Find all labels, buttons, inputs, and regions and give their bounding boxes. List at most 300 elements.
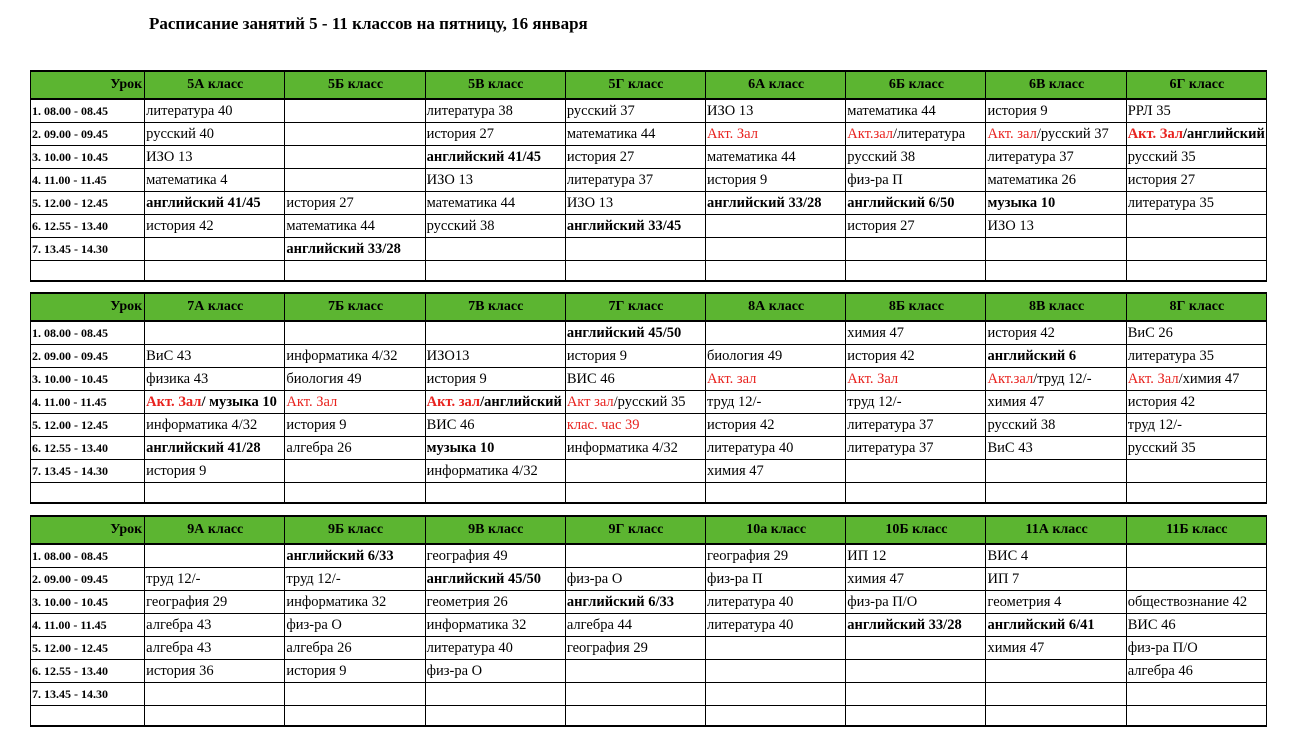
lesson-cell: [706, 169, 846, 192]
lesson-cell: [425, 169, 565, 192]
lesson-text: история 9: [146, 463, 207, 479]
lesson-text: физ-ра П: [707, 571, 763, 587]
header-class: 8Б класс: [846, 293, 986, 321]
lesson-text: ИЗО 13: [146, 149, 193, 165]
lesson-cell: [285, 368, 425, 391]
lesson-cell: [986, 238, 1126, 261]
lesson-cell: [706, 591, 846, 614]
header-class: 6В класс: [986, 71, 1126, 99]
lesson-cell: [565, 345, 705, 368]
lesson-text: химия 47: [987, 394, 1045, 410]
lesson-text: /литература: [893, 126, 966, 142]
empty-cell: [846, 261, 986, 281]
lesson-text: английский 41/45: [146, 195, 261, 211]
lesson-text: физика 43: [146, 371, 209, 387]
lesson-text: русский 40: [146, 126, 215, 142]
lesson-cell: [986, 123, 1126, 146]
lesson-text: труд 12/-: [1127, 417, 1182, 433]
lesson-cell: [145, 215, 285, 238]
lesson-cell: [425, 437, 565, 460]
lesson-text: информатика 32: [426, 617, 527, 633]
lesson-cell: [565, 568, 705, 591]
lesson-text: информатика 32: [286, 594, 387, 610]
lesson-cell: [846, 368, 986, 391]
lesson-text: русский 38: [426, 218, 495, 234]
lesson-text: русский 37: [566, 103, 635, 119]
lesson-text: литература 37: [847, 417, 934, 433]
lesson-text: история 27: [1127, 172, 1196, 188]
lesson-cell: [706, 568, 846, 591]
lesson-text: география 49: [426, 548, 508, 564]
lesson-cell: [565, 414, 705, 437]
lesson-cell: [706, 238, 846, 261]
lesson-text: Акт.зал: [987, 371, 1034, 387]
lesson-cell: [285, 99, 425, 123]
lesson-time: 3. 10.00 - 10.45: [31, 146, 145, 169]
lesson-time: 1. 08.00 - 08.45: [31, 321, 145, 345]
lesson-cell: [706, 321, 846, 345]
lesson-text: литература 40: [707, 617, 794, 633]
lesson-text: литература 40: [707, 594, 794, 610]
lesson-text: история 9: [286, 417, 347, 433]
lesson-text: история 27: [847, 218, 915, 234]
lesson-text: геометрия 4: [987, 594, 1062, 610]
lesson-cell: [706, 414, 846, 437]
table-row: [31, 460, 1267, 483]
lesson-text: ВиС 26: [1127, 325, 1173, 341]
lesson-cell: [1126, 437, 1266, 460]
table-row: [31, 215, 1267, 238]
lesson-cell: [425, 391, 565, 414]
lesson-text: обществознание 42: [1127, 594, 1248, 610]
lesson-cell: [1126, 215, 1266, 238]
lesson-cell: [706, 660, 846, 683]
header-lesson: Урок: [31, 71, 145, 99]
lesson-text: русский 35: [1127, 149, 1196, 165]
lesson-text: русский 38: [847, 149, 916, 165]
lesson-cell: [986, 414, 1126, 437]
lesson-time: 6. 12.55 - 13.40: [31, 437, 145, 460]
lesson-cell: [285, 568, 425, 591]
lesson-cell: [986, 591, 1126, 614]
lesson-cell: [1126, 391, 1266, 414]
empty-cell: [846, 483, 986, 503]
lesson-text: химия 47: [707, 463, 764, 479]
lesson-text: ВиС 43: [987, 440, 1033, 456]
lesson-cell: [425, 544, 565, 568]
table-row: [31, 437, 1267, 460]
lesson-time: 2. 09.00 - 09.45: [31, 568, 145, 591]
lesson-text: английский 6/33: [566, 594, 675, 610]
lesson-cell: [145, 614, 285, 637]
table-row-empty: [31, 483, 1267, 503]
lesson-text: математика 44: [426, 195, 516, 211]
lesson-text: Акт. Зал: [286, 394, 338, 410]
lesson-text: ИП 7: [987, 571, 1020, 587]
header-class: 5Г класс: [565, 71, 705, 99]
lesson-text: клас. час 39: [566, 417, 640, 433]
lesson-cell: [565, 215, 705, 238]
lesson-cell: [145, 660, 285, 683]
lesson-cell: [1126, 146, 1266, 169]
lesson-cell: [425, 368, 565, 391]
lesson-text: математика 44: [707, 149, 796, 165]
header-class: 7В класс: [425, 293, 565, 321]
lesson-text: физ-ра П: [847, 172, 903, 188]
header-class: 5Б класс: [285, 71, 425, 99]
lesson-cell: [285, 437, 425, 460]
lesson-cell: [145, 123, 285, 146]
empty-cell: [706, 261, 846, 281]
empty-cell: [31, 483, 145, 503]
lesson-time: 6. 12.55 - 13.40: [31, 660, 145, 683]
lesson-cell: [706, 683, 846, 706]
lesson-time: 3. 10.00 - 10.45: [31, 368, 145, 391]
lesson-text: математика 26: [987, 172, 1077, 188]
lesson-text: /труд 12/-: [1033, 371, 1092, 387]
lesson-text: информатика 4/32: [566, 440, 678, 456]
lesson-cell: [1126, 368, 1266, 391]
lesson-cell: [425, 614, 565, 637]
lesson-cell: [285, 215, 425, 238]
lesson-text: история 9: [987, 103, 1048, 119]
lesson-text: история 42: [847, 348, 915, 364]
lesson-text: ВИС 46: [426, 417, 475, 433]
lesson-time: 7. 13.45 - 14.30: [31, 683, 145, 706]
empty-cell: [706, 483, 846, 503]
lesson-cell: [846, 345, 986, 368]
lesson-text: физ-ра О: [566, 571, 623, 587]
lesson-text: ВИС 4: [987, 548, 1029, 564]
lesson-text: физ-ра П/О: [1127, 640, 1198, 656]
table-row: [31, 368, 1267, 391]
lesson-text: ИЗО 13: [566, 195, 614, 211]
lesson-text: английский 33/28: [847, 617, 962, 633]
empty-cell: [145, 706, 285, 726]
lesson-text: математика 44: [847, 103, 936, 119]
header-lesson: Урок: [31, 516, 145, 544]
lesson-cell: [1126, 591, 1266, 614]
empty-cell: [706, 706, 846, 726]
lesson-text: история 9: [566, 348, 627, 364]
lesson-cell: [145, 321, 285, 345]
lesson-cell: [846, 544, 986, 568]
header-class: 5А класс: [145, 71, 285, 99]
lesson-cell: [145, 591, 285, 614]
lesson-text: английский 33/45: [566, 218, 682, 234]
lesson-cell: [986, 614, 1126, 637]
lesson-cell: [145, 146, 285, 169]
lesson-text: труд 12/-: [707, 394, 762, 410]
lesson-text: информатика 4/32: [286, 348, 398, 364]
lesson-cell: [1126, 99, 1266, 123]
lesson-cell: [425, 591, 565, 614]
lesson-time: 5. 12.00 - 12.45: [31, 192, 145, 215]
empty-cell: [425, 706, 565, 726]
empty-cell: [145, 483, 285, 503]
lesson-cell: [986, 544, 1126, 568]
lesson-cell: [285, 169, 425, 192]
table-row: [31, 146, 1267, 169]
lesson-cell: [986, 215, 1126, 238]
lesson-cell: [145, 238, 285, 261]
lesson-text: история 9: [286, 663, 347, 679]
lesson-cell: [425, 123, 565, 146]
schedule-table-3: [30, 515, 1267, 727]
lesson-cell: [565, 238, 705, 261]
lesson-cell: [1126, 683, 1266, 706]
lesson-text: музыка 10: [426, 440, 495, 456]
lesson-text: физ-ра О: [286, 617, 342, 633]
lesson-cell: [846, 591, 986, 614]
lesson-cell: [1126, 544, 1266, 568]
empty-cell: [565, 706, 705, 726]
lesson-cell: [425, 660, 565, 683]
lesson-text: математика 44: [566, 126, 656, 142]
lesson-text: биология 49: [707, 348, 783, 364]
header-class: 8В класс: [986, 293, 1126, 321]
lesson-text: история 27: [566, 149, 635, 165]
lesson-cell: [986, 321, 1126, 345]
lesson-cell: [285, 192, 425, 215]
lesson-time: 1. 08.00 - 08.45: [31, 544, 145, 568]
table-row: [31, 591, 1267, 614]
lesson-text: ВИС 46: [1127, 617, 1176, 633]
lesson-cell: [145, 169, 285, 192]
lesson-cell: [285, 123, 425, 146]
lesson-text: русский 35: [1127, 440, 1196, 456]
header-class: 11Б класс: [1126, 516, 1266, 544]
lesson-text: химия 47: [987, 640, 1045, 656]
header-class: 8Г класс: [1126, 293, 1266, 321]
lesson-cell: [565, 368, 705, 391]
lesson-cell: [565, 99, 705, 123]
lesson-cell: [706, 123, 846, 146]
lesson-cell: [706, 614, 846, 637]
lesson-cell: [285, 146, 425, 169]
lesson-cell: [986, 460, 1126, 483]
lesson-text: Акт. Зал: [1127, 371, 1179, 387]
table-row-empty: [31, 706, 1267, 726]
lesson-cell: [425, 637, 565, 660]
lesson-cell: [145, 568, 285, 591]
lesson-cell: [285, 591, 425, 614]
empty-cell: [1126, 261, 1266, 281]
lesson-time: 4. 11.00 - 11.45: [31, 169, 145, 192]
lesson-cell: [145, 460, 285, 483]
lesson-cell: [846, 192, 986, 215]
lesson-cell: [285, 321, 425, 345]
table-row: [31, 192, 1267, 215]
lesson-cell: [565, 660, 705, 683]
lesson-text: физ-ра О: [426, 663, 483, 679]
lesson-text: химия 47: [847, 571, 905, 587]
lesson-cell: [706, 192, 846, 215]
lesson-text: английский 45/50: [426, 571, 542, 587]
empty-cell: [986, 706, 1126, 726]
table-row: [31, 614, 1267, 637]
table-row: [31, 169, 1267, 192]
lesson-text: /английский: [480, 394, 562, 410]
lesson-text: английский 33/28: [286, 241, 401, 257]
lesson-text: ИЗО13: [426, 348, 470, 364]
lesson-cell: [986, 368, 1126, 391]
table-row: [31, 568, 1267, 591]
header-class: 9А класс: [145, 516, 285, 544]
table-row: [31, 99, 1267, 123]
lesson-cell: [706, 437, 846, 460]
table-row: [31, 414, 1267, 437]
lesson-text: геометрия 26: [426, 594, 508, 610]
lesson-text: информатика 4/32: [146, 417, 258, 433]
empty-cell: [31, 261, 145, 281]
empty-cell: [565, 483, 705, 503]
lesson-cell: [425, 321, 565, 345]
lesson-cell: [846, 391, 986, 414]
lesson-cell: [846, 437, 986, 460]
lesson-cell: [285, 391, 425, 414]
lesson-text: труд 12/-: [146, 571, 201, 587]
lesson-cell: [565, 321, 705, 345]
lesson-time: 4. 11.00 - 11.45: [31, 391, 145, 414]
page-title: Расписание занятий 5 - 11 классов на пятницу, 16 января: [149, 14, 588, 33]
lesson-cell: [145, 414, 285, 437]
lesson-cell: [846, 215, 986, 238]
empty-cell: [1126, 706, 1266, 726]
lesson-text: литература 38: [426, 103, 513, 119]
lesson-text: английский 41/28: [146, 440, 261, 456]
lesson-cell: [1126, 321, 1266, 345]
lesson-cell: [145, 368, 285, 391]
empty-cell: [285, 261, 425, 281]
lesson-cell: [986, 345, 1126, 368]
lesson-text: английский 6: [987, 348, 1077, 364]
lesson-text: алгебра 26: [286, 440, 352, 456]
lesson-cell: [145, 683, 285, 706]
lesson-time: 2. 09.00 - 09.45: [31, 345, 145, 368]
lesson-cell: [1126, 460, 1266, 483]
lesson-text: английский 6/41: [987, 617, 1095, 633]
lesson-text: история 27: [426, 126, 495, 142]
lesson-text: Акт зал: [566, 394, 614, 410]
lesson-cell: [846, 637, 986, 660]
lesson-cell: [145, 345, 285, 368]
lesson-cell: [425, 192, 565, 215]
lesson-text: литература 35: [1127, 195, 1214, 211]
header-class: 9В класс: [425, 516, 565, 544]
lesson-cell: [986, 146, 1126, 169]
lesson-text: литература 37: [987, 149, 1074, 165]
lesson-cell: [565, 614, 705, 637]
header-class: 7Г класс: [565, 293, 705, 321]
lesson-text: английский 33/28: [707, 195, 822, 211]
lesson-time: 5. 12.00 - 12.45: [31, 637, 145, 660]
lesson-cell: [986, 437, 1126, 460]
lesson-cell: [986, 391, 1126, 414]
lesson-text: ИЗО 13: [987, 218, 1034, 234]
table-row: [31, 544, 1267, 568]
lesson-text: английский 45/50: [566, 325, 682, 341]
lesson-cell: [986, 660, 1126, 683]
lesson-time: 6. 12.55 - 13.40: [31, 215, 145, 238]
lesson-cell: [846, 238, 986, 261]
lesson-text: Акт. Зал: [847, 371, 899, 387]
lesson-text: физ-ра П/О: [847, 594, 918, 610]
lesson-cell: [425, 568, 565, 591]
header-class: 7Б класс: [285, 293, 425, 321]
lesson-cell: [986, 192, 1126, 215]
header-class: 6Б класс: [846, 71, 986, 99]
lesson-cell: [285, 637, 425, 660]
lesson-cell: [1126, 568, 1266, 591]
empty-cell: [425, 483, 565, 503]
schedule-table-2: [30, 292, 1267, 504]
empty-cell: [1126, 483, 1266, 503]
lesson-text: алгебра 43: [146, 640, 212, 656]
lesson-text: история 36: [146, 663, 214, 679]
header-class: 7А класс: [145, 293, 285, 321]
empty-cell: [846, 706, 986, 726]
lesson-cell: [706, 215, 846, 238]
lesson-cell: [846, 568, 986, 591]
lesson-text: Акт.зал: [847, 126, 893, 142]
lesson-text: история 42: [707, 417, 775, 433]
header-class: 5В класс: [425, 71, 565, 99]
lesson-text: биология 49: [286, 371, 362, 387]
lesson-text: ВИС 46: [566, 371, 615, 387]
lesson-text: /химия 47: [1178, 371, 1240, 387]
lesson-cell: [425, 215, 565, 238]
lesson-cell: [565, 591, 705, 614]
lesson-text: история 27: [286, 195, 354, 211]
lesson-cell: [1126, 614, 1266, 637]
lesson-cell: [1126, 414, 1266, 437]
lesson-cell: [846, 99, 986, 123]
lesson-cell: [986, 568, 1126, 591]
header-class: 10Б класс: [846, 516, 986, 544]
lesson-cell: [145, 637, 285, 660]
lesson-cell: [565, 437, 705, 460]
lesson-text: Акт. зал: [987, 126, 1037, 142]
empty-cell: [145, 261, 285, 281]
lesson-cell: [1126, 637, 1266, 660]
lesson-text: /русский 37: [1036, 126, 1109, 142]
lesson-time: 1. 08.00 - 08.45: [31, 99, 145, 123]
lesson-cell: [285, 345, 425, 368]
header-class: 9Г класс: [565, 516, 705, 544]
lesson-text: труд 12/-: [286, 571, 341, 587]
lesson-cell: [145, 437, 285, 460]
lesson-time: 3. 10.00 - 10.45: [31, 591, 145, 614]
lesson-cell: [565, 123, 705, 146]
lesson-cell: [846, 460, 986, 483]
lesson-cell: [145, 391, 285, 414]
lesson-cell: [706, 460, 846, 483]
lesson-cell: [285, 660, 425, 683]
lesson-text: ВиС 43: [146, 348, 192, 364]
lesson-text: РРЛ 35: [1127, 103, 1171, 119]
lesson-cell: [285, 414, 425, 437]
header-row: [31, 71, 1267, 99]
header-class: 8А класс: [706, 293, 846, 321]
lesson-cell: [846, 414, 986, 437]
lesson-cell: [145, 192, 285, 215]
lesson-text: /русский 35: [613, 394, 686, 410]
lesson-text: английский 6/33: [286, 548, 394, 564]
lesson-time: 7. 13.45 - 14.30: [31, 238, 145, 261]
lesson-cell: [145, 99, 285, 123]
lesson-cell: [565, 192, 705, 215]
